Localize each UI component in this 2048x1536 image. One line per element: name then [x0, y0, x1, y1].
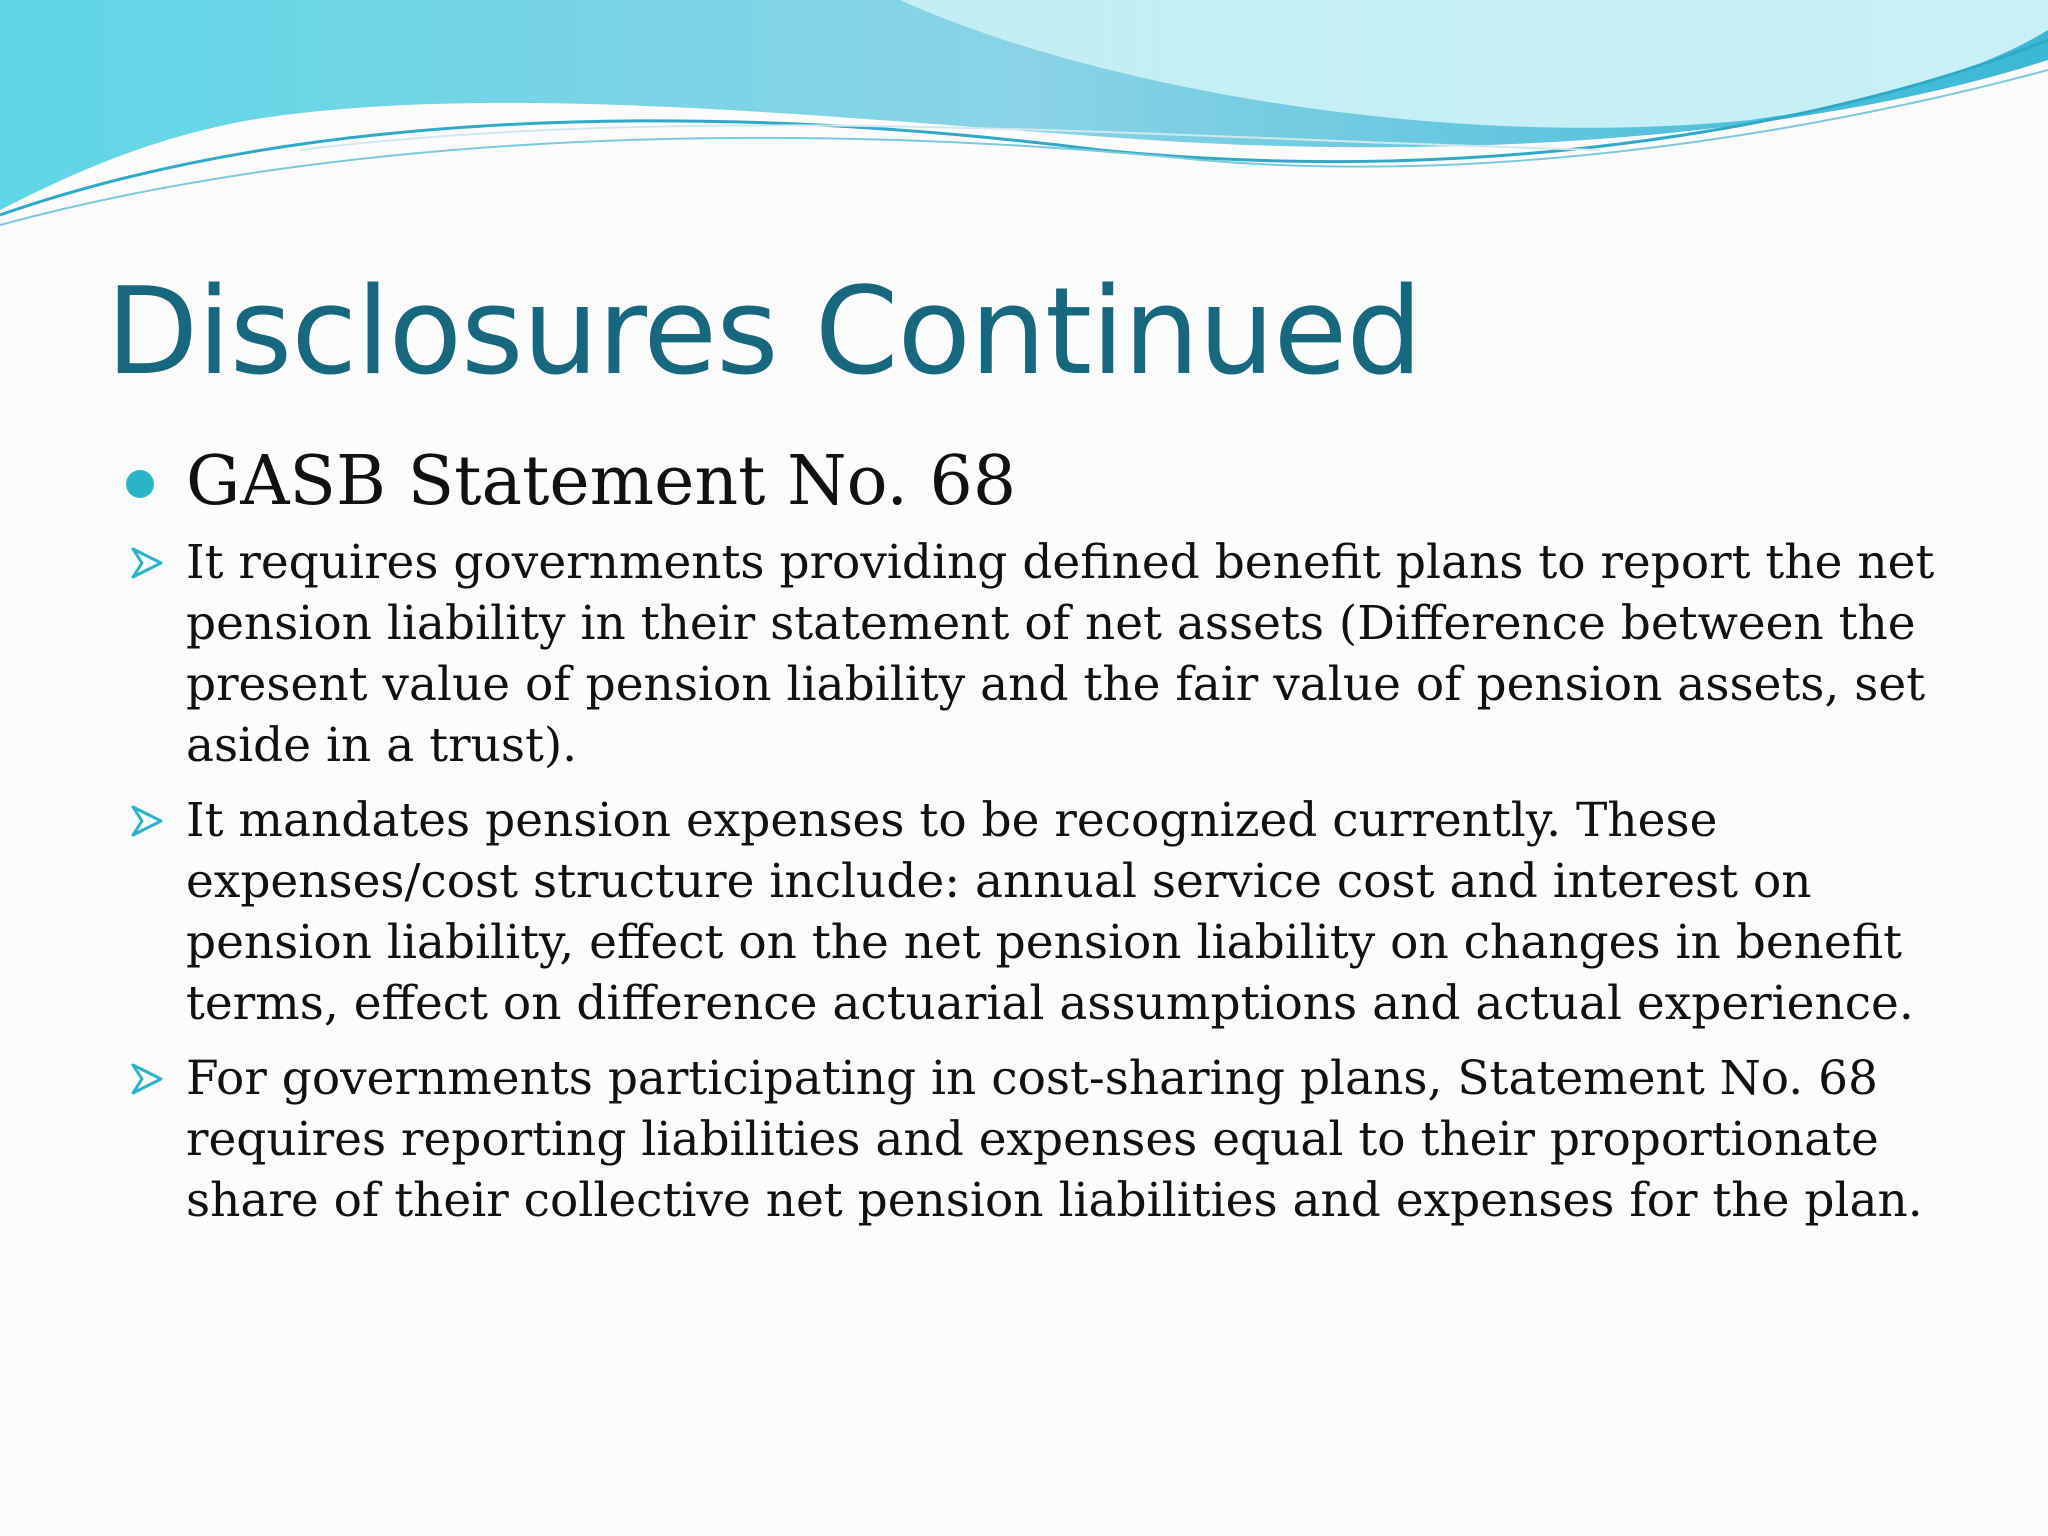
bullet-text: For governments participating in cost-sharing plans, Statement No. 68 requires reporting liabilities and expenses equal to their proportionate share of their collective net pension liabilities and expenses for the plan. — [186, 1051, 1923, 1228]
bullet-text: It mandates pension expenses to be recognized currently. These expenses/cost structure include: annual service cost and interest on pension liability, effect on the net pension liability on changes in benefit terms, effect on difference actuarial assumptions and actual experience. — [186, 793, 1914, 1031]
bullet-heading — [126, 436, 2006, 528]
round-dot-icon — [126, 470, 154, 498]
arrowhead-icon — [130, 546, 164, 580]
arrowhead-icon — [130, 804, 164, 838]
arrow-bullet-1 — [126, 532, 2006, 776]
slide-title: Disclosures Continued — [106, 263, 1422, 402]
bullet-list — [126, 436, 2006, 1245]
bullet-text: It requires governments providing defined benefit plans to report the net pension liability in their statement of net assets (Difference between the present value of pension liability and the fair value of pension assets, set aside in a trust). — [186, 535, 1935, 773]
arrowhead-icon — [130, 1062, 164, 1096]
arrow-bullet-3 — [126, 1048, 2006, 1231]
decorative-wave-banner — [0, 0, 2048, 240]
arrow-bullet-2 — [126, 790, 2006, 1034]
bullet-text: GASB Statement No. 68 — [186, 442, 1017, 521]
